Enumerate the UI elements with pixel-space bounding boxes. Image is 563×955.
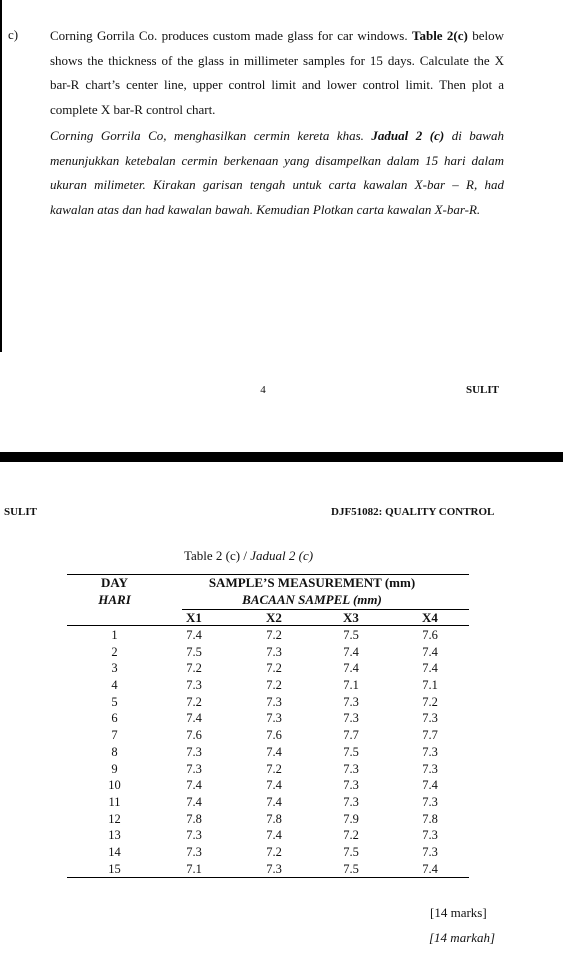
x3-cell: 7.1 <box>343 678 359 693</box>
day-cell: 2 <box>111 644 118 659</box>
x3-cell: 7.3 <box>343 694 359 709</box>
x3-cell: 7.9 <box>343 811 359 826</box>
question-text-run: Corning Gorrila Co. produces custom made glass for car windows. <box>50 28 412 43</box>
table-row <box>67 727 469 744</box>
x2-cell: 7.2 <box>266 628 282 642</box>
x2-cell: 7.2 <box>266 844 282 859</box>
table-body <box>67 627 469 877</box>
question-text-run: Corning Gorrila Co, menghasilkan cermin kereta khas. <box>50 128 372 143</box>
x4-cell: 7.2 <box>422 694 438 709</box>
x1-cell: 7.3 <box>186 844 202 859</box>
table-caption-english: Table 2 (c) / <box>184 548 251 563</box>
x3-cell: 7.5 <box>343 861 359 876</box>
x1-cell: 7.4 <box>186 628 202 642</box>
x4-cell: 7.4 <box>422 778 438 793</box>
x2-cell: 7.2 <box>266 761 282 776</box>
x4-cell: 7.8 <box>422 811 438 826</box>
day-cell: 4 <box>111 678 118 693</box>
x3-cell: 7.4 <box>343 644 359 659</box>
question-text-run: Jadual 2 (c) <box>371 128 445 143</box>
x4-cell: 7.1 <box>422 678 438 693</box>
x4-cell: 7.3 <box>422 744 438 759</box>
table-row <box>67 710 469 727</box>
x3-cell: 7.3 <box>343 794 359 809</box>
sample-header: SAMPLE’S MEASUREMENT (mm) <box>208 575 416 590</box>
table-row <box>67 644 469 661</box>
x2-cell: 7.3 <box>266 694 282 709</box>
table-bottom-rule <box>67 877 469 878</box>
day-cell: 13 <box>108 828 121 843</box>
x1-cell: 7.8 <box>186 811 202 826</box>
x3-cell: 7.5 <box>343 628 359 642</box>
table-row <box>67 694 469 711</box>
marks-english: [14 marks] <box>430 905 487 920</box>
x1-cell: 7.3 <box>186 761 202 776</box>
question-text-run: below shows the thickness of the glass in millimeter samples for 15 days. Calculate the X bar-R chart’s center line, upper control limit and lower control limit. Then plot a complete X bar-R control chart. <box>50 28 504 117</box>
x3-cell: 7.4 <box>343 661 359 676</box>
x3-cell: 7.5 <box>343 744 359 759</box>
day-cell: 1 <box>111 628 118 642</box>
x3-cell: 7.3 <box>343 761 359 776</box>
x2-cell: 7.3 <box>266 861 282 876</box>
question-text-malay <box>50 124 504 222</box>
x4-cell: 7.3 <box>422 828 438 843</box>
course-code: DJF51082: QUALITY CONTROL <box>331 506 495 518</box>
x1-cell: 7.1 <box>186 861 202 876</box>
sample-header-malay: BACAAN SAMPEL (mm) <box>242 592 382 607</box>
marks-malay: [14 markah] <box>429 930 496 945</box>
day-cell: 3 <box>111 661 118 676</box>
table-row <box>67 660 469 677</box>
x4-cell: 7.6 <box>422 628 438 642</box>
x4-cell: 7.3 <box>422 711 438 726</box>
page-divider <box>0 452 563 462</box>
x2-cell: 7.4 <box>266 794 282 809</box>
x1-cell: 7.4 <box>186 711 202 726</box>
table-row <box>67 827 469 844</box>
x2-cell: 7.8 <box>266 811 282 826</box>
x1-cell: 7.4 <box>186 794 202 809</box>
day-cell: 6 <box>111 711 118 726</box>
table-caption-malay: Jadual 2 (c) <box>250 548 314 563</box>
x2-cell: 7.3 <box>266 644 282 659</box>
question-text-run: Table 2(c) <box>411 28 468 43</box>
x1-cell: 7.3 <box>186 744 202 759</box>
x1-cell: 7.5 <box>186 644 202 659</box>
x1-cell: 7.3 <box>186 828 202 843</box>
day-cell: 12 <box>108 811 121 826</box>
x2-cell: 7.4 <box>266 744 282 759</box>
question-label: c) <box>8 27 19 42</box>
x2-cell: 7.4 <box>266 778 282 793</box>
day-cell: 15 <box>108 861 121 876</box>
x2-cell: 7.3 <box>266 711 282 726</box>
page-margin-line <box>0 0 2 352</box>
table-row <box>67 777 469 794</box>
x4-cell: 7.3 <box>422 761 438 776</box>
table-row <box>67 811 469 828</box>
column-header-x3: X3 <box>343 610 359 625</box>
table-row <box>67 677 469 694</box>
x4-cell: 7.7 <box>422 728 438 743</box>
day-cell: 7 <box>111 728 118 743</box>
table-row <box>67 861 469 878</box>
table-caption <box>184 548 313 564</box>
table-header-rule <box>67 625 469 626</box>
x1-cell: 7.2 <box>186 694 202 709</box>
x1-cell: 7.6 <box>186 728 202 743</box>
table-row <box>67 761 469 778</box>
x4-cell: 7.4 <box>422 644 438 659</box>
day-cell: 14 <box>108 844 121 859</box>
x1-cell: 7.4 <box>186 778 202 793</box>
question-text-run: di bawah menunjukkan ketebalan cermin berkenaan yang disampelkan dalam 15 hari dalam ukuran milimeter. Kirakan garisan tengah untuk carta kawalan X-bar – R, had kawalan atas dan had kawalan bawah. Kemudian Plotkan carta kawalan X-bar-R. <box>50 128 504 217</box>
column-header-x4: X4 <box>422 610 438 625</box>
x4-cell: 7.4 <box>422 661 438 676</box>
day-cell: 11 <box>108 794 121 809</box>
x3-cell: 7.3 <box>343 711 359 726</box>
table-row <box>67 627 469 644</box>
x2-cell: 7.2 <box>266 661 282 676</box>
table-row <box>67 844 469 861</box>
day-cell: 9 <box>111 761 118 776</box>
day-header-malay: HARI <box>98 592 131 607</box>
day-cell: 8 <box>111 744 118 759</box>
x2-cell: 7.2 <box>266 678 282 693</box>
table-row <box>67 744 469 761</box>
table-row <box>67 794 469 811</box>
day-cell: 5 <box>111 694 118 709</box>
x2-cell: 7.4 <box>266 828 282 843</box>
x1-cell: 7.3 <box>186 678 202 693</box>
x3-cell: 7.2 <box>343 828 359 843</box>
page-number: 4 <box>260 384 266 396</box>
x3-cell: 7.5 <box>343 844 359 859</box>
x3-cell: 7.3 <box>343 778 359 793</box>
day-header: DAY <box>101 575 128 590</box>
x2-cell: 7.6 <box>266 728 282 743</box>
footer-classification: SULIT <box>466 384 500 396</box>
x4-cell: 7.3 <box>422 844 438 859</box>
x4-cell: 7.4 <box>422 861 438 876</box>
day-cell: 10 <box>108 778 121 793</box>
column-header-x2: X2 <box>266 610 282 625</box>
question-text-english <box>50 24 504 122</box>
x4-cell: 7.3 <box>422 794 438 809</box>
x3-cell: 7.7 <box>343 728 359 743</box>
x1-cell: 7.2 <box>186 661 202 676</box>
header-classification: SULIT <box>4 506 38 518</box>
column-header-x1: X1 <box>186 610 202 625</box>
